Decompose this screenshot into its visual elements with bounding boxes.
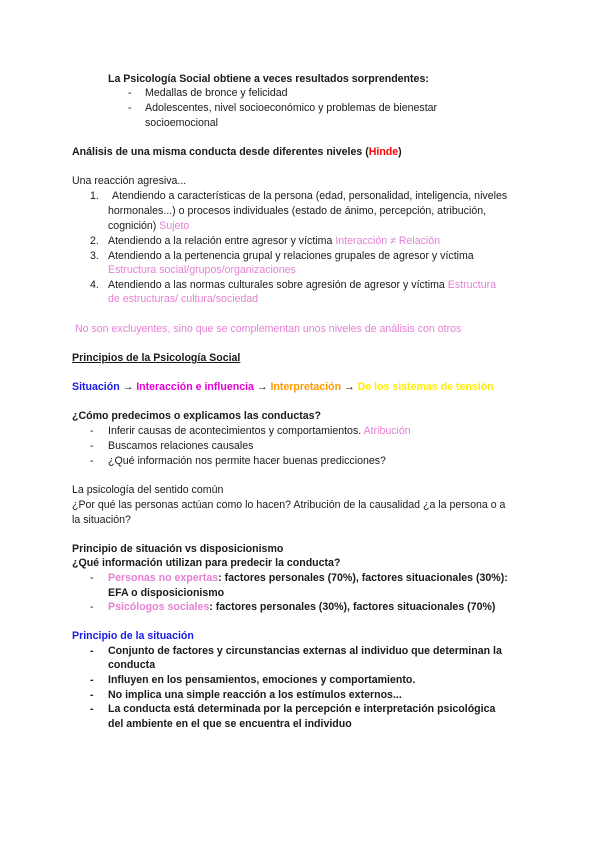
hinde-author: Hinde — [368, 146, 399, 158]
situation-item: Conjunto de factores y circunstancias externas al individuo que determinan la — [108, 645, 502, 657]
disposition-item — [108, 571, 508, 585]
principles-bullet: Buscamos relaciones causales — [108, 440, 254, 452]
common-sense-title: La psicología del sentido común — [72, 484, 224, 496]
principles-question: ¿Cómo predecimos o explicamos las conductas? — [72, 410, 322, 422]
bullet-dash: - — [90, 425, 94, 437]
analysis-item-text: Atendiendo a las normas culturales sobre agresión de agresor y víctima — [108, 279, 445, 291]
situation-item-cont: conducta — [108, 659, 156, 671]
bullet-dash: - — [90, 689, 94, 701]
bullet-dash: - — [128, 102, 132, 114]
principles-heading: Principios de la Psicología Social — [72, 352, 241, 364]
level-tag: Estructura social/grupos/organizaciones — [108, 264, 296, 276]
situation-item: La conducta está determinada por la percepción e interpretación psicológica — [108, 703, 496, 715]
disposition-item — [108, 600, 495, 614]
disposition-item-text: : factores personales (30%), factores situacionales (70%) — [209, 601, 496, 613]
common-sense-question: ¿Por qué las personas actúan como lo hacen? Atribución de la causalidad ¿a la persona o a — [72, 499, 506, 511]
level-tag: Interacción ≠ Relación — [335, 235, 441, 247]
analysis-heading — [72, 145, 402, 159]
bullet-dash: - — [90, 572, 94, 584]
list-number: 2. — [90, 235, 99, 247]
analysis-item-line: Atendiendo a características de la persona (edad, personalidad, inteligencia, niveles — [112, 190, 508, 202]
chain-step: Situación — [72, 381, 120, 393]
list-number: 4. — [90, 279, 99, 291]
principles-bullet — [108, 424, 411, 438]
analysis-item-line — [108, 234, 440, 248]
analysis-note: No son excluyentes, sino que se complementan unos niveles de análisis con otros — [75, 323, 462, 335]
chain-step: Interacción e influencia — [136, 381, 254, 393]
analysis-heading-close: ) — [398, 146, 402, 158]
disposition-question: ¿Qué información utilizan para predecir la conducta? — [72, 557, 341, 569]
situation-item: Influyen en los pensamientos, emociones y comportamiento. — [108, 674, 416, 686]
disposition-item-text: : factores personales (70%), factores situacionales (30%): — [218, 572, 508, 584]
bullet-dash: - — [90, 440, 94, 452]
analysis-item-line: hormonales...) o procesos individuales (estado de ánimo, percepción, atribución, — [108, 205, 487, 217]
attribution-tag: Atribución — [363, 425, 411, 437]
analysis-item-line — [108, 278, 496, 292]
intro-heading: La Psicología Social obtiene a veces resultados sorprendentes: — [108, 73, 429, 85]
intro-item: Medallas de bronce y felicidad — [145, 87, 288, 99]
level-tag: Sujeto — [159, 220, 190, 232]
bullet-dash: - — [90, 645, 94, 657]
bullet-dash: - — [128, 87, 132, 99]
analysis-item-line — [108, 219, 189, 233]
list-number: 1. — [90, 190, 99, 202]
level-tag: de estructuras/ cultura/sociedad — [108, 293, 259, 305]
principles-bullet: ¿Qué información nos permite hacer buenas predicciones? — [108, 455, 386, 467]
principles-chain — [72, 380, 494, 394]
chain-step: Interpretación — [270, 381, 342, 393]
principles-bullet-text: Inferir causas de acontecimientos y comportamientos. — [108, 425, 362, 437]
bullet-dash: - — [90, 455, 94, 467]
chain-step: De los sistemas de tensión — [357, 381, 494, 393]
arrow-icon: → — [256, 381, 268, 393]
situation-item-cont: del ambiente en el que se encuentra el individuo — [108, 718, 352, 730]
intro-item: Adolescentes, nivel socioeconómico y problemas de bienestar — [145, 102, 438, 114]
common-sense-question-cont: la situación? — [72, 514, 131, 526]
bullet-dash: - — [90, 674, 94, 686]
level-tag: Estructura — [447, 279, 497, 291]
arrow-icon: → — [344, 381, 355, 393]
situation-item: No implica una simple reacción a los estímulos externos... — [108, 689, 402, 701]
disposition-item-cont: EFA o disposicionismo — [108, 587, 225, 599]
analysis-item-text: cognición) — [108, 220, 157, 232]
analysis-item-text: Atendiendo a la relación entre agresor y víctima — [108, 235, 333, 247]
list-number: 3. — [90, 250, 99, 262]
analysis-heading-text: Análisis de una misma conducta desde diferentes niveles ( — [72, 146, 369, 158]
situation-heading: Principio de la situación — [72, 630, 194, 642]
arrow-icon: → — [122, 381, 134, 393]
analysis-intro: Una reacción agresiva... — [72, 175, 187, 187]
bullet-dash: - — [90, 703, 94, 715]
bullet-dash: - — [90, 601, 94, 613]
group-label: Personas no expertas — [108, 572, 219, 584]
disposition-heading: Principio de situación vs disposicionismo — [72, 543, 284, 555]
group-label: Psicólogos sociales — [108, 601, 210, 613]
intro-item-continuation: socioemocional — [145, 117, 219, 129]
analysis-item-line: Atendiendo a la pertenencia grupal y relaciones grupales de agresor y víctima — [108, 250, 474, 262]
